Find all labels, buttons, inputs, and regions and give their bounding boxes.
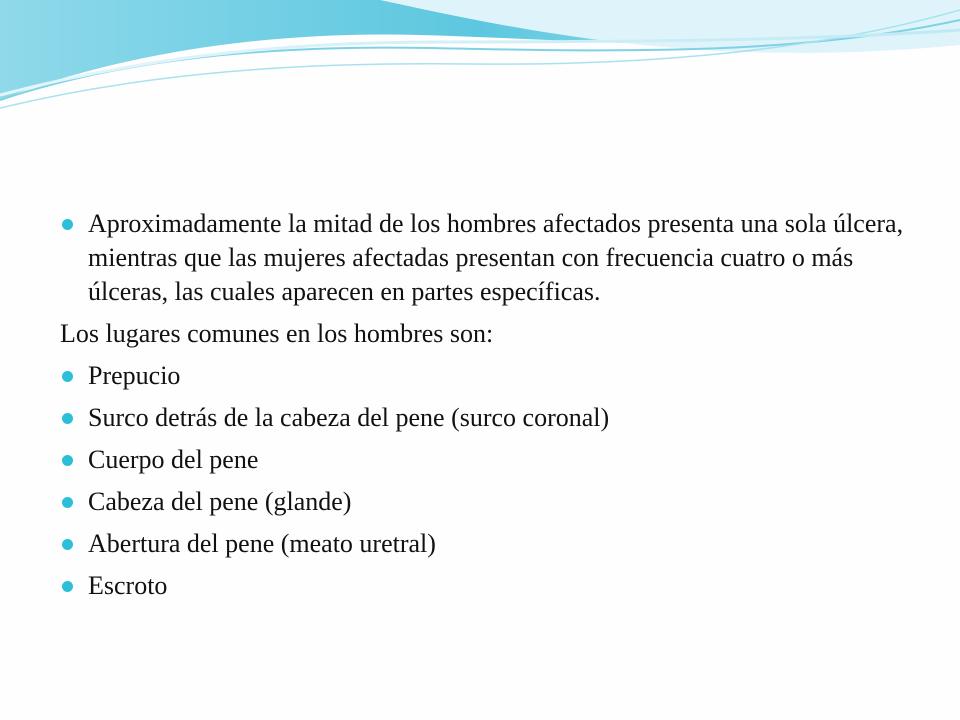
bullet-icon	[62, 219, 73, 230]
location-text: Abertura del pene (meato uretral)	[88, 529, 436, 558]
bullet-icon	[62, 539, 73, 550]
location-text: Cabeza del pene (glande)	[88, 487, 352, 516]
location-text: Surco detrás de la cabeza del pene (surco coronal)	[88, 403, 610, 432]
location-text: Prepucio	[88, 361, 181, 390]
location-text: Escroto	[88, 571, 168, 600]
location-item	[60, 401, 920, 435]
location-text: Cuerpo del pene	[88, 445, 259, 474]
location-item	[60, 485, 920, 519]
location-item	[60, 443, 920, 477]
bullet-icon	[62, 371, 73, 382]
header-wave-decoration	[0, 0, 960, 130]
subheading-text: Los lugares comunes en los hombres son:	[60, 319, 494, 348]
bullet-icon	[62, 455, 73, 466]
subheading	[60, 317, 920, 351]
bullet-icon	[62, 581, 73, 592]
location-item	[60, 527, 920, 561]
bullet-icon	[62, 413, 73, 424]
intro-bullet-text: Aproximadamente la mitad de los hombres afectados presenta una sola úlcera, mientras que las mujeres afectadas presentan con frecuencia cuatro o más úlceras, las cuales aparecen en partes específicas.	[88, 209, 904, 306]
location-item	[60, 569, 920, 603]
location-item	[60, 359, 920, 393]
slide-body	[60, 207, 920, 611]
bullet-icon	[62, 497, 73, 508]
intro-bullet	[60, 207, 920, 309]
